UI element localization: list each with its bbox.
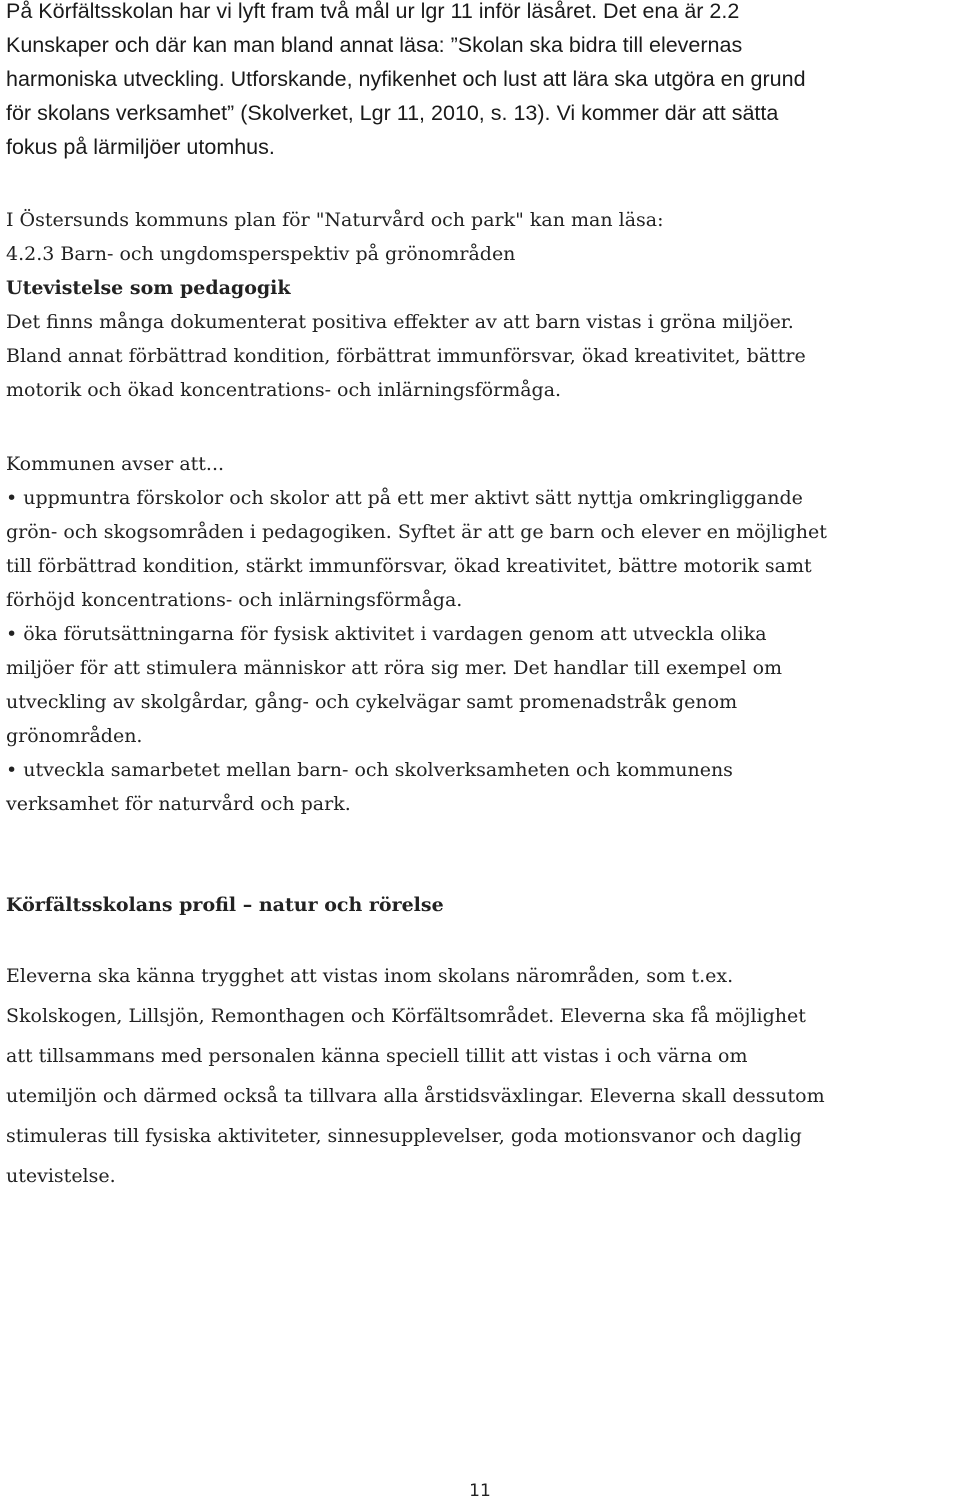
plan-intro-line: I Östersunds kommuns plan för "Naturvård och park" kan man läsa: xyxy=(6,209,664,231)
profile-line: att tillsammans med personalen känna speciell tillit att vistas i och värna om xyxy=(6,1045,748,1067)
bullet-line: miljöer för att stimulera människor att röra sig mer. Det handlar till exempel om xyxy=(6,657,783,679)
bullet-item xyxy=(6,481,956,617)
intro-line: för skolans verksamhet” (Skolverket, Lgr 11, 2010, s. 13). Vi kommer där att sätta xyxy=(6,101,779,125)
intro-line: harmoniska utveckling. Utforskande, nyfikenhet och lust att lära ska utgöra en grund xyxy=(6,67,806,91)
profile-heading: Körfältsskolans profil – natur och rörelse xyxy=(6,894,444,916)
plan-subheading: Utevistelse som pedagogik xyxy=(6,277,291,299)
profile-line: Skolskogen, Lillsjön, Remonthagen och Körfältsområdet. Eleverna ska få möjlighet xyxy=(6,1005,806,1027)
kommun-lead: Kommunen avser att... xyxy=(6,453,225,475)
profile-line: utevistelse. xyxy=(6,1165,116,1187)
plan-section xyxy=(6,203,956,407)
intro-line: Kunskaper och där kan man bland annat läsa: ”Skolan ska bidra till elevernas xyxy=(6,33,743,57)
kommun-section xyxy=(6,447,956,821)
bullet-line: förhöjd koncentrations- och inlärningsförmåga. xyxy=(6,589,463,611)
intro-line: fokus på lärmiljöer utomhus. xyxy=(6,135,275,159)
bullet-line: grön- och skogsområden i pedagogiken. Syftet är att ge barn och elever en möjlighet xyxy=(6,521,827,543)
profile-line: stimuleras till fysiska aktiviteter, sinnesupplevelser, goda motionsvanor och daglig xyxy=(6,1125,802,1147)
plan-body-line: Bland annat förbättrad kondition, förbättrat immunförsvar, ökad kreativitet, bättre xyxy=(6,345,806,367)
bullet-line: utveckling av skolgårdar, gång- och cykelvägar samt promenadstråk genom xyxy=(6,691,738,713)
bullet-line: • uppmuntra förskolor och skolor att på ett mer aktivt sätt nyttja omkringliggande xyxy=(6,487,803,509)
bullet-line: till förbättrad kondition, stärkt immunförsvar, ökad kreativitet, bättre motorik samt xyxy=(6,555,812,577)
bullet-item xyxy=(6,753,956,821)
intro-line: På Körfältsskolan har vi lyft fram två mål ur lgr 11 inför läsåret. Det ena är 2.2 xyxy=(6,0,740,23)
bullet-line: grönområden. xyxy=(6,725,143,747)
bullet-item xyxy=(6,617,956,753)
plan-section-heading: 4.2.3 Barn- och ungdomsperspektiv på grönområden xyxy=(6,243,516,265)
bullet-line: • utveckla samarbetet mellan barn- och skolverksamheten och kommunens xyxy=(6,759,733,781)
plan-body-line: motorik och ökad koncentrations- och inlärningsförmåga. xyxy=(6,379,562,401)
profile-line: Eleverna ska känna trygghet att vistas inom skolans närområden, som t.ex. xyxy=(6,965,734,987)
plan-body-line: Det finns många dokumenterat positiva effekter av att barn vistas i gröna miljöer. xyxy=(6,311,794,333)
bullet-line: • öka förutsättningarna för fysisk aktivitet i vardagen genom att utveckla olika xyxy=(6,623,767,645)
bullet-line: verksamhet för naturvård och park. xyxy=(6,793,351,815)
profile-paragraph xyxy=(6,956,956,1196)
profile-line: utemiljön och därmed också ta tillvara alla årstidsväxlingar. Eleverna skall dessutom xyxy=(6,1085,825,1107)
page-number: 11 xyxy=(469,1481,491,1501)
intro-paragraph xyxy=(6,0,956,164)
